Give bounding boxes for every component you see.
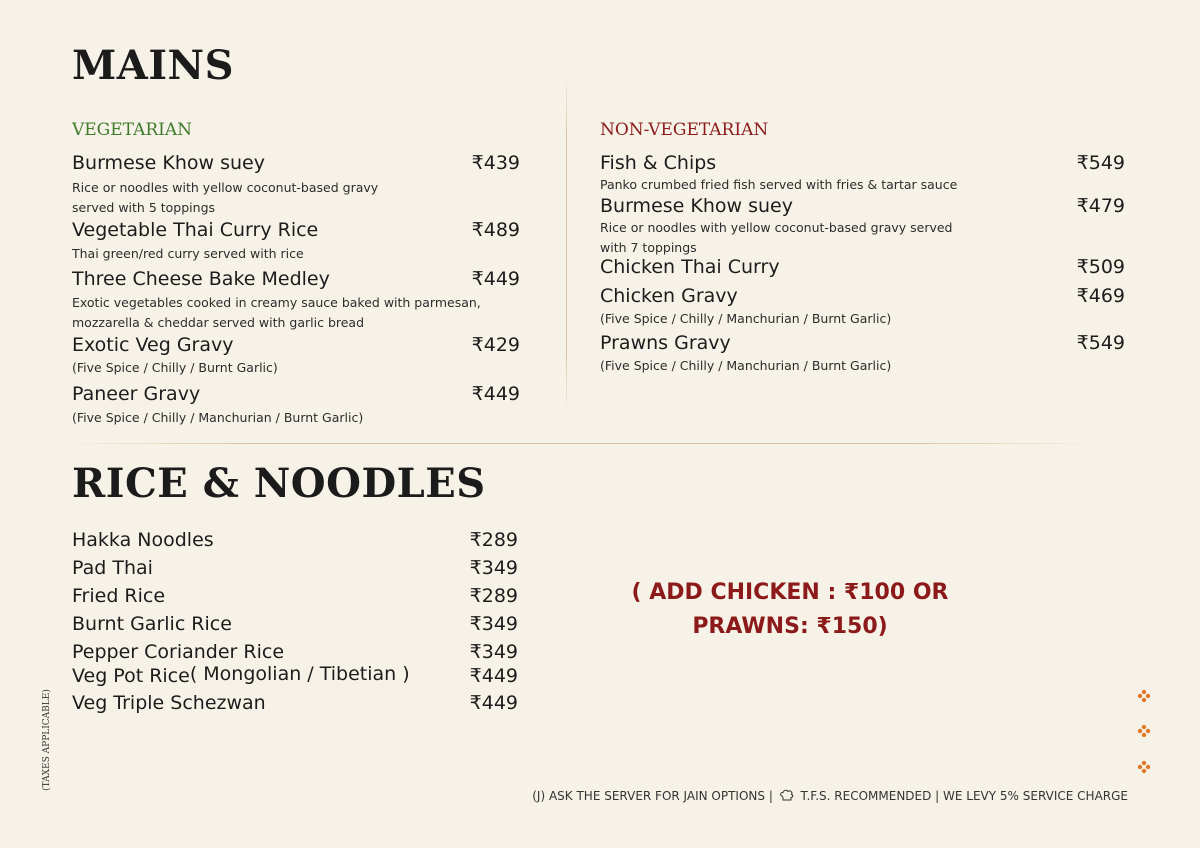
item-description (72, 293, 481, 333)
desc-line: Rice or noodles with yellow coconut-based gravy (72, 180, 379, 195)
item-price: ₹349 (469, 613, 518, 635)
desc-line: (Five Spice / Chilly / Burnt Garlic) (72, 360, 278, 375)
item-price: ₹489 (471, 219, 520, 241)
item-name: Chicken Gravy (600, 285, 738, 307)
item-note: ( Mongolian / Tibetian ) (189, 663, 410, 685)
item-description (72, 178, 378, 218)
item-price: ₹289 (469, 585, 518, 607)
desc-line: mozzarella & cheddar served with garlic bread (72, 315, 365, 330)
menu-item (72, 219, 520, 241)
item-name: Chicken Thai Curry (600, 256, 780, 278)
item-price: ₹469 (1076, 285, 1125, 307)
desc-line: (Five Spice / Chilly / Manchurian / Burnt Garlic) (600, 311, 892, 326)
item-description (600, 309, 891, 329)
item-price: ₹349 (469, 641, 518, 663)
menu-item (72, 613, 518, 635)
tfs-service-note: T.F.S. RECOMMENDED | WE LEVY 5% SERVICE CHARGE (800, 789, 1128, 803)
desc-line: (Five Spice / Chilly / Manchurian / Burnt Garlic) (72, 410, 364, 425)
menu-item (600, 152, 1125, 174)
item-name: Hakka Noodles (72, 529, 214, 551)
menu-item (600, 256, 1125, 278)
item-price: ₹349 (469, 557, 518, 579)
footer-note (532, 789, 1128, 803)
jain-note: (J) ASK THE SERVER FOR JAIN OPTIONS | (532, 789, 773, 803)
taxes-applicable-note: (TAXES APPLICABLE) (42, 689, 52, 791)
vegetarian-heading: VEGETARIAN (72, 120, 193, 140)
menu-item (72, 665, 518, 687)
addon-line: ( ADD CHICKEN : ₹100 OR (631, 580, 949, 605)
flower-ornament-icon (1137, 724, 1151, 738)
menu-item (72, 152, 520, 174)
item-name: Veg Pot Rice (72, 665, 190, 687)
desc-line: with 7 toppings (600, 240, 697, 255)
item-price: ₹449 (469, 692, 518, 714)
item-description (72, 244, 304, 264)
item-name: Exotic Veg Gravy (72, 334, 234, 356)
item-price: ₹449 (471, 383, 520, 405)
item-name-with-note (72, 665, 410, 687)
item-price: ₹429 (471, 334, 520, 356)
chef-hat-icon (779, 789, 795, 801)
menu-item (72, 529, 518, 551)
flower-ornament-icon (1137, 689, 1151, 703)
non-vegetarian-heading: NON-VEGETARIAN (600, 120, 769, 140)
menu-item (600, 332, 1125, 354)
item-description (600, 218, 953, 258)
item-price: ₹439 (471, 152, 520, 174)
menu-item (600, 195, 1125, 217)
item-price: ₹449 (471, 268, 520, 290)
item-name: Paneer Gravy (72, 383, 201, 405)
section-divider (60, 443, 1100, 444)
item-name: Pad Thai (72, 557, 153, 579)
addon-note (590, 576, 990, 644)
desc-line: Exotic vegetables cooked in creamy sauce baked with parmesan, (72, 295, 481, 310)
column-divider (566, 72, 567, 417)
item-name: Burmese Khow suey (72, 152, 265, 174)
item-price: ₹509 (1076, 256, 1125, 278)
menu-item (72, 585, 518, 607)
menu-item (72, 268, 520, 290)
rice-noodles-title: RICE & NOODLES (72, 460, 486, 507)
item-name: Pepper Coriander Rice (72, 641, 285, 663)
item-price: ₹549 (1076, 332, 1125, 354)
item-price: ₹549 (1076, 152, 1125, 174)
desc-line: Panko crumbed fried fish served with fries & tartar sauce (600, 177, 958, 192)
flower-ornament-icon (1137, 760, 1151, 774)
item-name: Prawns Gravy (600, 332, 731, 354)
menu-item (72, 334, 520, 356)
item-name: Veg Triple Schezwan (72, 692, 266, 714)
item-name: Three Cheese Bake Medley (72, 268, 330, 290)
menu-item (72, 692, 518, 714)
item-price: ₹449 (469, 665, 518, 687)
menu-item (72, 383, 520, 405)
menu-item (72, 557, 518, 579)
desc-line: Rice or noodles with yellow coconut-based gravy served (600, 220, 953, 235)
item-price: ₹289 (469, 529, 518, 551)
item-name: Vegetable Thai Curry Rice (72, 219, 319, 241)
item-description (72, 408, 363, 428)
item-price: ₹479 (1076, 195, 1125, 217)
desc-line: Thai green/red curry served with rice (72, 246, 304, 261)
menu-item (72, 641, 518, 663)
desc-line: served with 5 toppings (72, 200, 216, 215)
item-description (600, 356, 891, 376)
item-description (600, 175, 957, 195)
item-name: Burmese Khow suey (600, 195, 793, 217)
item-description (72, 358, 278, 378)
mains-title: MAINS (72, 42, 234, 89)
item-name: Fish & Chips (600, 152, 717, 174)
item-name: Fried Rice (72, 585, 166, 607)
desc-line: (Five Spice / Chilly / Manchurian / Burnt Garlic) (600, 358, 892, 373)
addon-line: PRAWNS: ₹150) (692, 614, 888, 639)
item-name: Burnt Garlic Rice (72, 613, 232, 635)
menu-item (600, 285, 1125, 307)
